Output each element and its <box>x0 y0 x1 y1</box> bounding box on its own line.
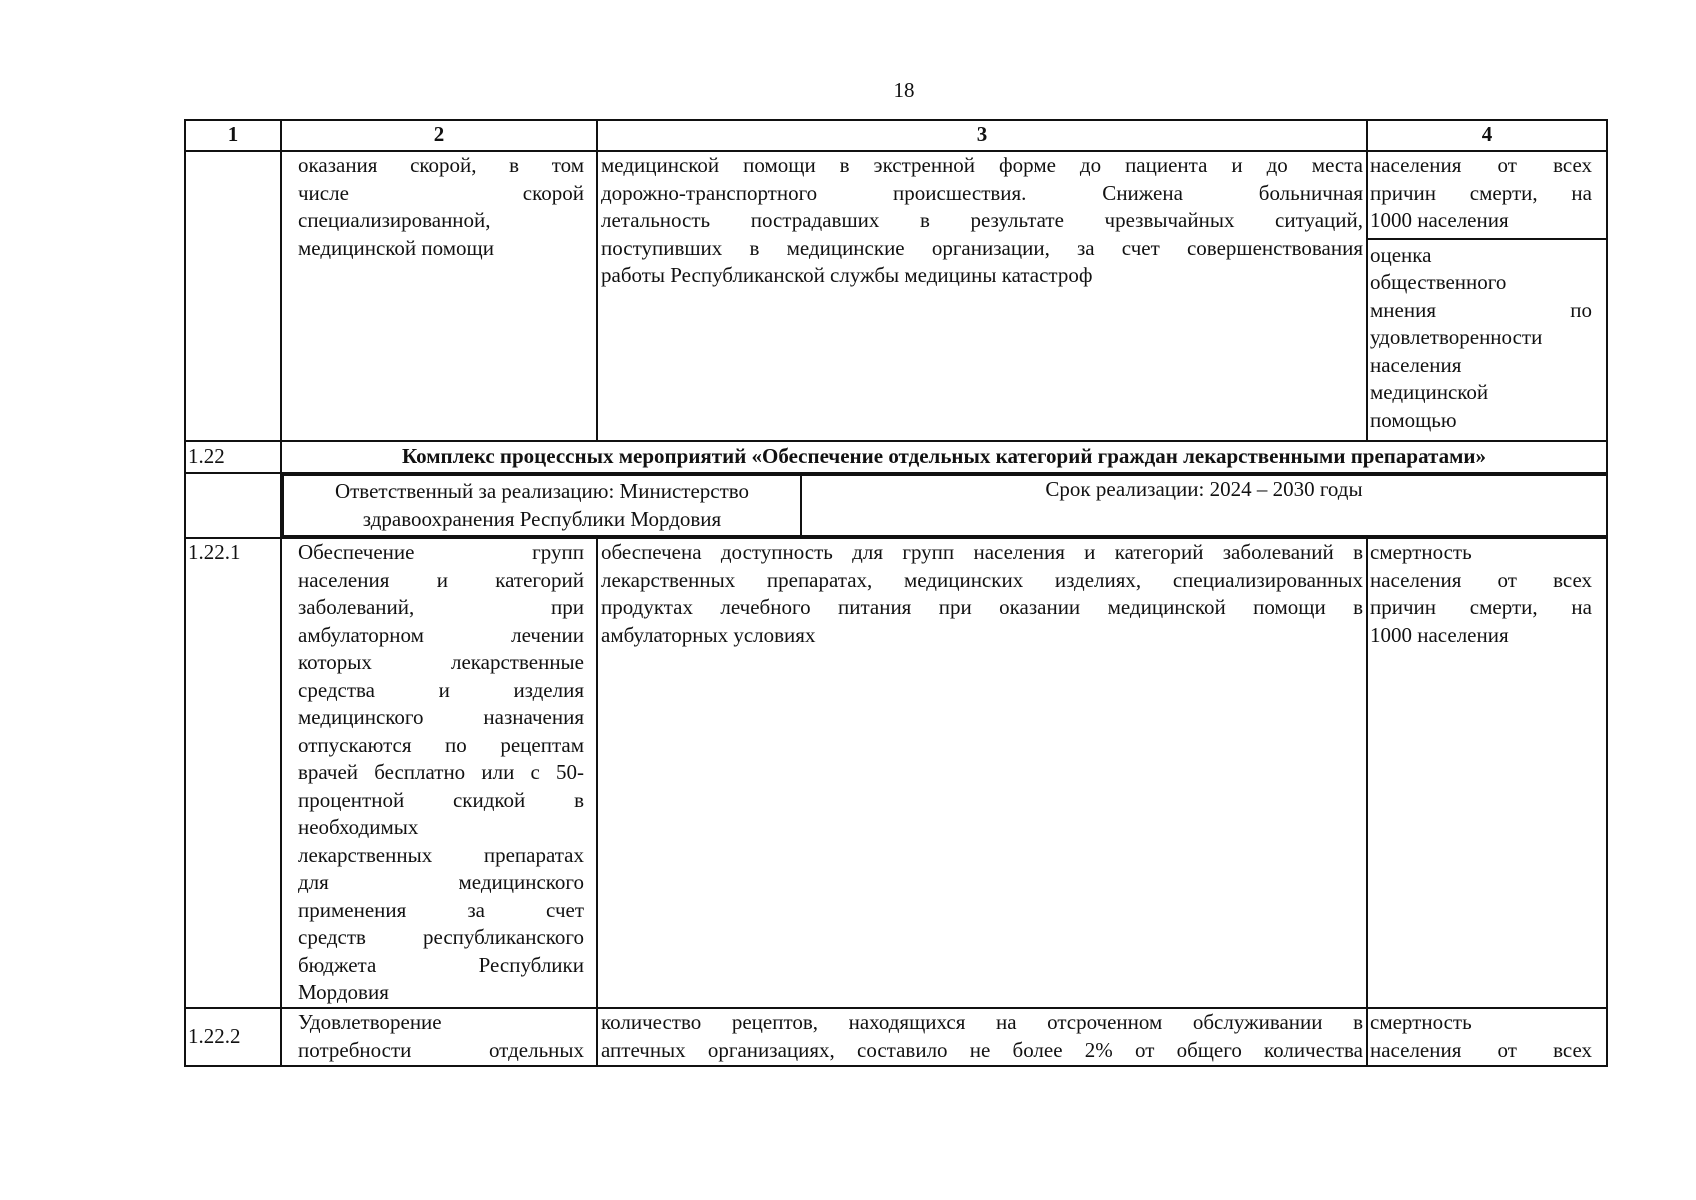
text-line: для медицинского <box>298 870 584 894</box>
text-line: заболеваний, при <box>298 595 584 619</box>
text-line: количество рецептов, находящихся на отсроченном обслуживании в <box>601 1010 1363 1034</box>
indicator-cell <box>1367 1008 1607 1066</box>
table-header-row <box>185 120 1607 151</box>
text-line: 1000 населения <box>1370 208 1509 232</box>
section-title: Комплекс процессных мероприятий «Обеспечение отдельных категорий граждан лекарственными препаратами» <box>281 441 1607 473</box>
section-meta-empty <box>185 473 281 538</box>
text-line: которых лекарственные <box>298 650 584 674</box>
section-meta-row <box>185 473 1607 538</box>
program-table <box>184 119 1608 1067</box>
text-line: лекарственных препаратах, медицинских изделиях, специализированных <box>601 567 1363 592</box>
text-line: лекарственных препаратах <box>298 842 584 867</box>
text-line: смертность <box>1370 540 1472 564</box>
table-row <box>185 538 1607 1008</box>
table-row <box>185 151 1607 441</box>
text-line: поступивших в медицинские организации, за счет совершенствования <box>601 235 1363 260</box>
text-line: средств республиканского <box>298 925 584 949</box>
text-line: населения от всех <box>1370 1037 1592 1062</box>
indicator-satisfaction <box>1368 238 1606 435</box>
text-line: амбулаторных условиях <box>601 622 816 647</box>
text-line: средства и изделия <box>298 677 584 702</box>
text-line: общественного <box>1370 270 1507 294</box>
measure-name-cell <box>281 538 597 1008</box>
text-line: амбулаторном лечении <box>298 622 584 647</box>
text-line: продуктах лечебного питания при оказании медицинской помощи в <box>601 595 1363 619</box>
text-line: оценка <box>1370 242 1432 267</box>
measure-name-cell <box>281 1008 597 1066</box>
text-line: применения за счет <box>298 897 584 922</box>
text-line: Удовлетворение <box>298 1010 442 1034</box>
table-row <box>185 1008 1607 1066</box>
indicator-mortality <box>1370 152 1592 238</box>
text-line: причин смерти, на <box>1370 180 1592 205</box>
section-meta-cell <box>281 473 1607 538</box>
measure-name-cell <box>281 151 597 441</box>
text-line: аптечных организациях, составило не более 2% от общего количества <box>601 1037 1363 1062</box>
text-line: летальность пострадавших в результате чрезвычайных ситуаций, <box>601 208 1363 232</box>
text-line: обеспечена доступность для групп населения и категорий заболеваний в <box>601 540 1363 564</box>
text-line: числе скорой <box>298 180 584 205</box>
text-line: медицинской помощи <box>298 235 494 260</box>
text-line: отпускаются по рецептам <box>298 732 584 757</box>
text-line: специализированной, <box>298 208 491 232</box>
text-line: Ответственный за реализацию: Министерство <box>334 479 750 503</box>
text-line: здравоохранения Республики Мордовия <box>362 506 722 531</box>
term-cell: Срок реализации: 2024 – 2030 годы <box>801 475 1606 536</box>
text-line: медицинской помощи в экстренной форме до пациента и до места <box>601 153 1363 177</box>
text-line: населения от всех <box>1370 567 1592 592</box>
text-line: оказания скорой, в том <box>298 153 584 177</box>
responsible-cell <box>283 475 801 536</box>
text-line: Обеспечение групп <box>298 540 584 564</box>
text-line: смертность <box>1370 1010 1472 1034</box>
header-col-3: 3 <box>597 120 1367 151</box>
text-line: мнения по <box>1370 297 1592 322</box>
text-line: медицинской <box>1370 380 1489 404</box>
text-line: причин смерти, на <box>1370 595 1592 619</box>
header-col-2: 2 <box>281 120 597 151</box>
text-line: процентной скидкой в <box>298 787 584 812</box>
text-line: населения от всех <box>1370 153 1592 177</box>
text-line: потребности отдельных <box>298 1037 584 1062</box>
text-line: медицинского назначения <box>298 705 584 729</box>
text-line: бюджета Республики <box>298 952 584 977</box>
indicator-cell <box>1367 538 1607 1008</box>
row-number-cell: 1.22.1 <box>185 538 281 1008</box>
text-line: населения <box>1370 352 1462 377</box>
result-cell <box>597 151 1367 441</box>
text-line: 1000 населения <box>1370 622 1509 647</box>
header-col-4: 4 <box>1367 120 1607 151</box>
indicator-cell <box>1367 151 1607 441</box>
section-title-row <box>185 441 1607 473</box>
text-line: работы Республиканской службы медицины катастроф <box>601 263 1093 287</box>
section-number: 1.22 <box>185 441 281 473</box>
text-line: врачей бесплатно или с 50- <box>298 760 584 784</box>
text-line: помощью <box>1370 407 1457 432</box>
header-col-1: 1 <box>185 120 281 151</box>
result-cell <box>597 538 1367 1008</box>
page-number: 18 <box>893 78 915 102</box>
text-line: удовлетворенности <box>1370 325 1543 349</box>
text-line: населения и категорий <box>298 567 584 592</box>
text-line: дорожно-транспортного происшествия. Снижена больничная <box>601 180 1363 205</box>
row-number-cell <box>185 151 281 441</box>
result-cell <box>597 1008 1367 1066</box>
text-line: Мордовия <box>298 980 389 1004</box>
text-line: необходимых <box>298 815 419 839</box>
row-number-cell: 1.22.2 <box>185 1008 281 1066</box>
section-meta-table <box>282 474 1606 537</box>
